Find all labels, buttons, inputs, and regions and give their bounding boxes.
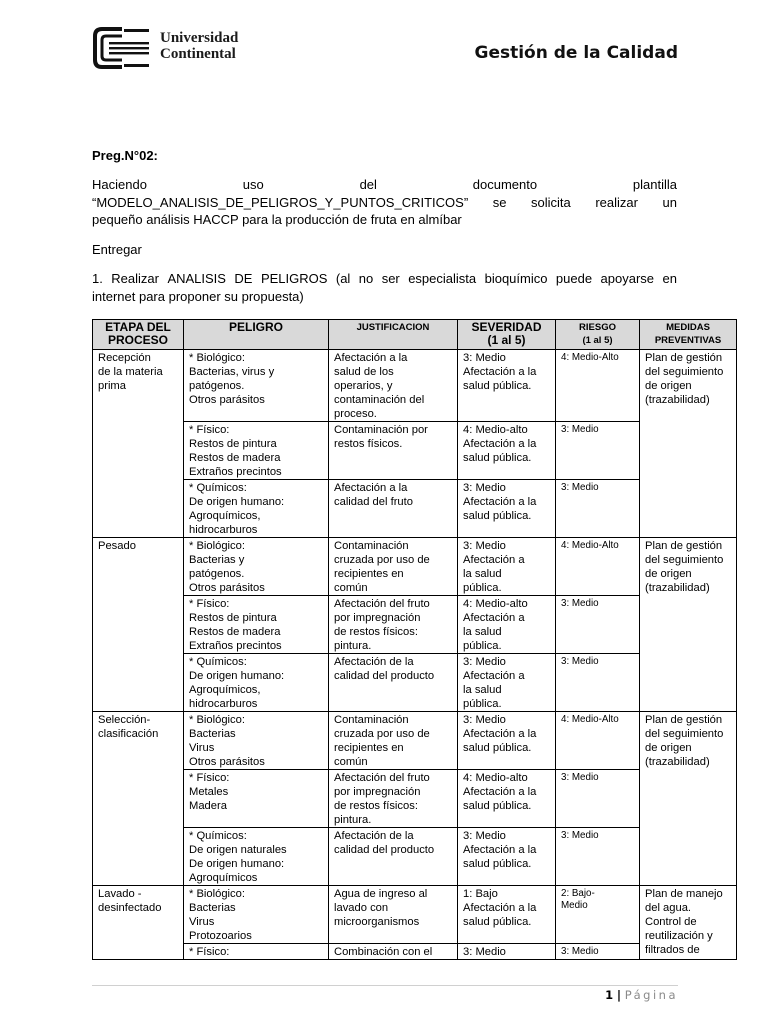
cell-riesgo: 3: Medio — [556, 480, 640, 538]
cell-severidad: 3: Medio Afectación a la salud pública. — [458, 828, 556, 886]
cell-peligro: * Biológico: Bacterias Virus Otros parásitos — [184, 712, 329, 770]
cell-medidas: Plan de gestión del seguimiento de origen (trazabilidad) — [640, 538, 737, 712]
cell-justificacion: Afectación a la salud de los operarios, y contaminación del proceso. — [329, 350, 458, 422]
word: no — [358, 271, 374, 286]
cell-riesgo: 3: Medio — [556, 828, 640, 886]
paragraph-line — [92, 194, 677, 212]
cell-severidad: 4: Medio-alto Afectación a la salud pública. — [458, 596, 556, 654]
cell-peligro: * Químicos: De origen humano: Agroquímicos, hidrocarburos — [184, 654, 329, 712]
paragraph-line — [92, 176, 677, 194]
cell-severidad: 4: Medio-alto Afectación a la salud pública. — [458, 422, 556, 480]
cell-severidad: 3: Medio Afectación a la salud pública. — [458, 350, 556, 422]
cell-riesgo: 3: Medio — [556, 596, 640, 654]
cell-justificacion: Afectación de la calidad del producto — [329, 828, 458, 886]
cell-riesgo: 3: Medio — [556, 654, 640, 712]
cell-peligro: * Físico: Restos de pintura Restos de madera Extraños precintos — [184, 422, 329, 480]
header-severidad: SEVERIDAD (1 al 5) — [458, 320, 556, 350]
header-justificacion: JUSTIFICACION — [329, 320, 458, 350]
header-riesgo: RIESGO (1 al 5) — [556, 320, 640, 350]
paragraph-line: pequeño análisis HACCP para la producción de fruta en almíbar — [92, 212, 462, 227]
word: del — [359, 177, 377, 192]
haccp-table — [92, 319, 737, 960]
word: se — [492, 194, 507, 210]
cell-etapa: Selección- clasificación — [93, 712, 184, 886]
paragraph-line: internet para proponer su propuesta) — [92, 288, 304, 304]
table-row — [93, 712, 737, 770]
word: especialista — [408, 271, 477, 286]
cell-severidad: 3: Medio Afectación a la salud pública. — [458, 538, 556, 596]
word: “MODELO_ANALISIS_DE_PELIGROS_Y_PUNTOS_CRITICOS” — [92, 194, 469, 210]
cell-peligro: * Químicos: De origen naturales De origen humano: Agroquímicos — [184, 828, 329, 886]
university-logo — [92, 26, 262, 72]
cell-severidad: 1: Bajo Afectación a la salud pública. — [458, 886, 556, 944]
page-number: 1 — [605, 988, 614, 1002]
header-medidas: MEDIDAS PREVENTIVAS — [640, 320, 737, 350]
word: DE — [234, 271, 253, 286]
cell-riesgo: 3: Medio — [556, 422, 640, 480]
cell-justificacion: Afectación a la calidad del fruto — [329, 480, 458, 538]
paragraph-instructions — [92, 176, 677, 229]
word: documento — [472, 177, 538, 192]
word: solicita — [531, 194, 571, 210]
page-footer — [605, 988, 678, 1002]
word: PELIGROS — [260, 271, 328, 286]
word: Realizar — [111, 271, 159, 286]
word: ser — [381, 271, 400, 286]
cell-severidad: 3: Medio Afectación a la salud pública. — [458, 480, 556, 538]
logo-line-1: Universidad — [160, 30, 239, 46]
cell-peligro: * Físico: — [184, 944, 329, 960]
cell-peligro: * Físico: Restos de pintura Restos de madera Extraños precintos — [184, 596, 329, 654]
cell-riesgo: 2: Bajo- Medio — [556, 886, 640, 944]
cell-riesgo: 4: Medio-Alto — [556, 712, 640, 770]
cell-peligro: * Biológico: Bacterias, virus y patógenos. Otros parásitos — [184, 350, 329, 422]
table-row — [93, 350, 737, 422]
footer-divider — [92, 985, 678, 986]
word: ANALISIS — [167, 271, 226, 286]
word: un — [662, 194, 677, 210]
footer-separator: | — [616, 988, 622, 1002]
cell-severidad: 4: Medio-alto Afectación a la salud pública. — [458, 770, 556, 828]
cell-justificacion: Contaminación por restos físicos. — [329, 422, 458, 480]
cell-riesgo: 3: Medio — [556, 944, 640, 960]
cell-riesgo: 4: Medio-Alto — [556, 350, 640, 422]
cell-severidad: 3: Medio — [458, 944, 556, 960]
cell-justificacion: Afectación del fruto por impregnación de restos físicos: pintura. — [329, 596, 458, 654]
logo-line-2: Continental — [160, 46, 236, 62]
word: plantilla — [632, 177, 677, 192]
word: puede — [555, 271, 593, 286]
table-row — [93, 538, 737, 596]
cell-etapa: Lavado - desinfectado — [93, 886, 184, 960]
cell-etapa: Recepción de la materia prima — [93, 350, 184, 538]
word: apoyarse — [600, 271, 655, 286]
cell-medidas: Plan de gestión del seguimiento de origen (trazabilidad) — [640, 712, 737, 886]
cell-justificacion: Agua de ingreso al lavado con microorganismos — [329, 886, 458, 944]
header-peligro: PELIGRO — [184, 320, 329, 350]
cell-riesgo: 3: Medio — [556, 770, 640, 828]
header-etapa: ETAPA DEL PROCESO — [93, 320, 184, 350]
cell-peligro: * Químicos: De origen humano: Agroquímicos, hidrocarburos — [184, 480, 329, 538]
word: Haciendo — [92, 177, 147, 192]
cell-medidas: Plan de manejo del agua. Control de reutilización y filtrados de — [640, 886, 737, 960]
cell-justificacion: Combinación con el — [329, 944, 458, 960]
table-header-row — [93, 320, 737, 350]
word: uso — [242, 177, 264, 192]
page-header — [92, 26, 678, 72]
cell-severidad: 3: Medio Afectación a la salud pública. — [458, 654, 556, 712]
word: 1. — [92, 271, 103, 286]
page-label: Página — [624, 988, 678, 1002]
cell-riesgo: 4: Medio-Alto — [556, 538, 640, 596]
cell-justificacion: Afectación de la calidad del producto — [329, 654, 458, 712]
header-title: Gestión de la Calidad — [474, 43, 678, 63]
cell-peligro: * Biológico: Bacterias y patógenos. Otros parásitos — [184, 538, 329, 596]
cell-medidas: Plan de gestión del seguimiento de origen (trazabilidad) — [640, 350, 737, 538]
cell-peligro: * Físico: Metales Madera — [184, 770, 329, 828]
table-row — [93, 886, 737, 944]
cell-severidad: 3: Medio Afectación a la salud pública. — [458, 712, 556, 770]
cell-justificacion: Contaminación cruzada por uso de recipientes en común — [329, 712, 458, 770]
paragraph-entregar: Entregar — [92, 242, 142, 257]
word: bioquímico — [484, 271, 548, 286]
logo-emblem-icon — [92, 26, 154, 70]
paragraph-line — [92, 270, 677, 288]
paragraph-task — [92, 270, 677, 305]
question-label: Preg.N°02: — [92, 148, 158, 163]
cell-justificacion: Afectación del fruto por impregnación de restos físicos: pintura. — [329, 770, 458, 828]
logo-text — [160, 30, 238, 62]
cell-etapa: Pesado — [93, 538, 184, 712]
word: (al — [335, 271, 351, 286]
word: realizar — [595, 194, 638, 210]
cell-peligro: * Biológico: Bacterias Virus Protozoarios — [184, 886, 329, 944]
word: en — [662, 271, 677, 286]
cell-justificacion: Contaminación cruzada por uso de recipientes en común — [329, 538, 458, 596]
